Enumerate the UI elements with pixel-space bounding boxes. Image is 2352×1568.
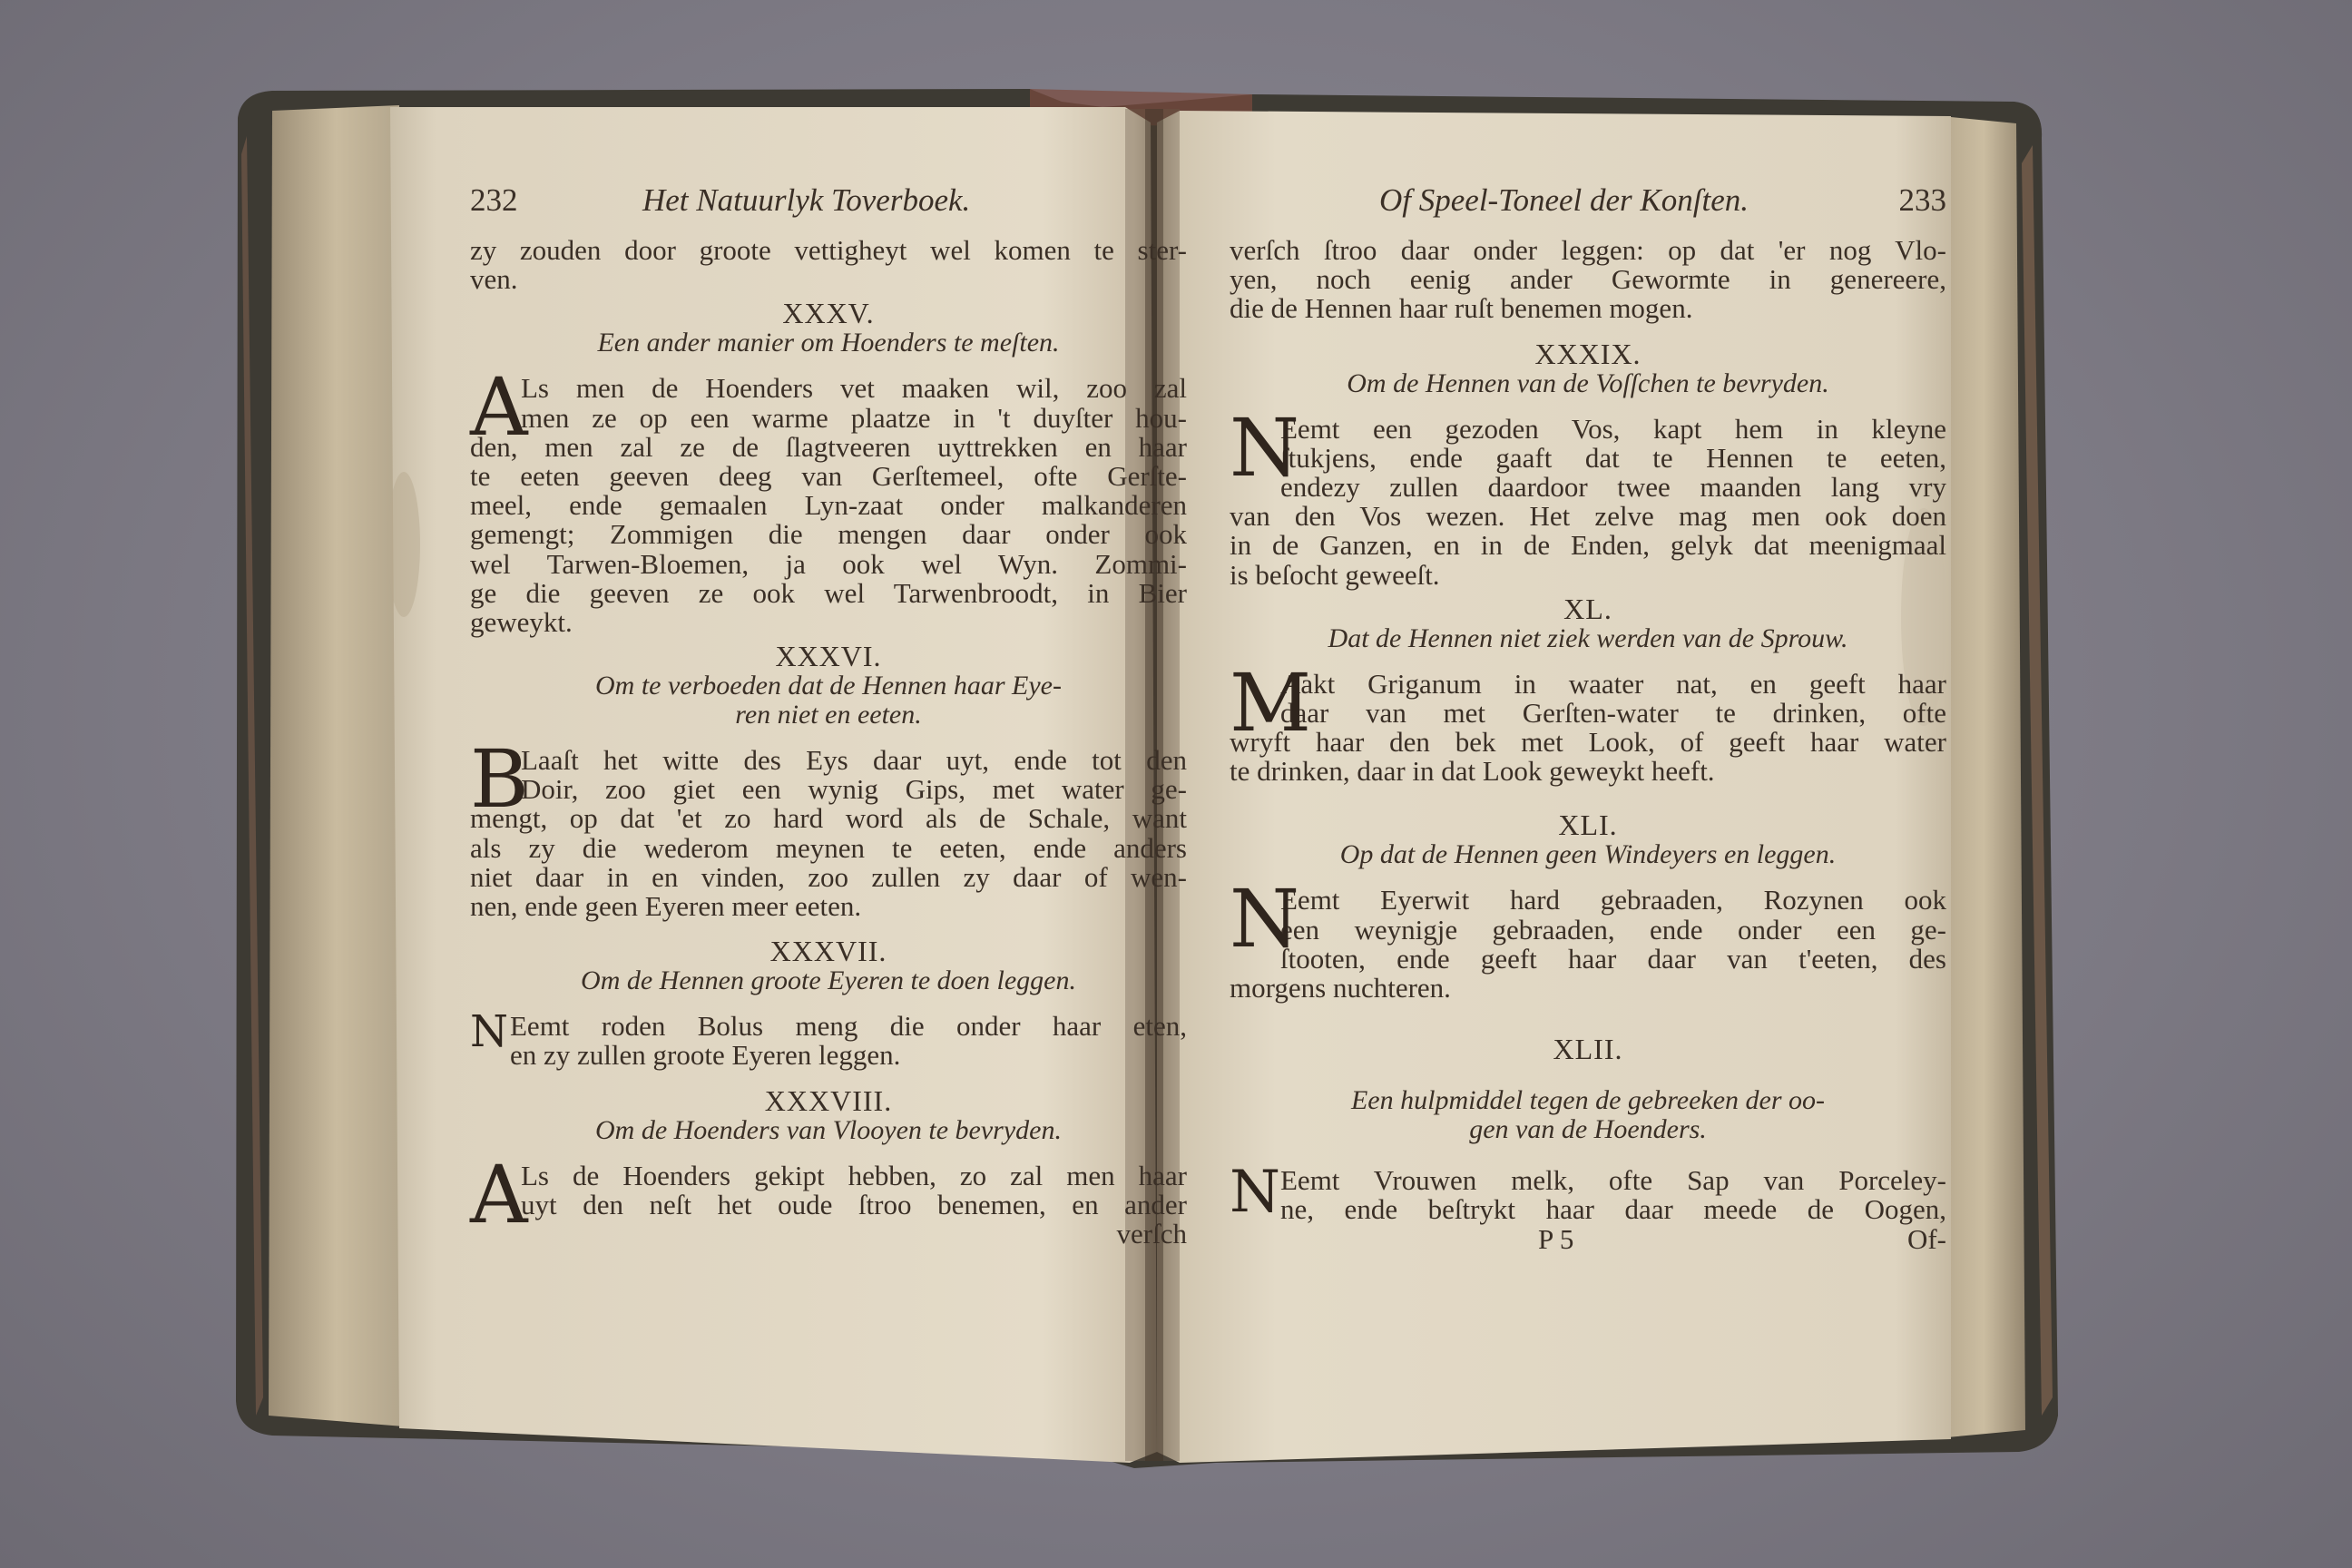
text-line: Doir, zoo giet een wynig Gips, met water ge- (521, 773, 1187, 806)
paragraph (470, 732, 1187, 922)
text-line: Aakt Griganum in waater nat, en geeft haar (1280, 667, 1946, 700)
text-line: ſtukjens, ende gaaft dat te Hennen te eeten, (1280, 441, 1946, 474)
text-line: Eemt Vrouwen melk, ofte Sap van Porceley- (1280, 1164, 1946, 1197)
text-line: mengt, op dat 'et zo hard word als de Schale, want (470, 802, 1187, 835)
text-line: ge die geeven ze ook wel Tarwenbroodt, in Bier (470, 576, 1187, 609)
catchword: Of- (1906, 1222, 1946, 1255)
text-line: daar van met Gerſten-water te drinken, ofte (1280, 696, 1946, 729)
text-line: uyt den neſt het oude ſtroo benemen, en ander (521, 1188, 1187, 1220)
text-line: zy zouden door groote vettigheyt wel komen te ster- (470, 234, 1187, 266)
section-title: Een hulpmiddel tegen de gebreeken der oo- (1350, 1085, 1826, 1116)
section-title: ren niet en eeten. (735, 700, 922, 730)
drop-cap: N (1230, 872, 1299, 966)
right-page-edges (1942, 116, 2025, 1437)
section-title: Om de Hoenders van Vlooyen te bevryden. (595, 1114, 1062, 1145)
text-line: geweykt. (470, 605, 573, 638)
running-title: Het Natuurlyk Toverboek. (642, 182, 971, 218)
signature-mark: P 5 (1538, 1222, 1574, 1255)
page-number: 233 (1898, 182, 1946, 218)
text-line: in de Ganzen, en in de Enden, gelyk dat meenigmaal (1230, 529, 1946, 562)
paragraph (470, 1006, 1187, 1072)
text-line: yen, noch eenig ander Gewormte in genereere, (1230, 263, 1946, 296)
section-title: Dat de Hennen niet ziek werden van de Sprouw. (1328, 622, 1848, 653)
text-line: wryft haar den bek met Look, of geeft haar water (1230, 726, 1946, 759)
page-number: 232 (470, 182, 518, 218)
drop-cap: N (1230, 400, 1299, 495)
text-line: morgens nuchteren. (1230, 972, 1451, 1004)
text-line: te drinken, daar in dat Look geweykt heeft. (1230, 755, 1715, 788)
section-heading: XXXV. (782, 297, 875, 330)
section-title: gen van de Hoenders. (1469, 1114, 1707, 1145)
paragraph (1230, 872, 1946, 1004)
text-line: Eemt Eyerwit hard gebraaden, Rozynen ook (1280, 884, 1946, 916)
text-line: en zy zullen groote Eyeren leggen. (510, 1039, 901, 1072)
section-heading: XLI. (1558, 808, 1618, 842)
text-line: gemengt; Zommigen die mengen daar onder ook (470, 518, 1187, 551)
section-heading: XL. (1563, 592, 1612, 625)
right-text (1230, 236, 1946, 1254)
section-heading: XXXVII. (769, 935, 887, 968)
right-running-head (1230, 182, 1946, 230)
section-title: Om te verboeden dat de Hennen haar Eye- (595, 671, 1062, 701)
drop-cap: N (1230, 1159, 1280, 1227)
text-line: is beſocht geweeſt. (1230, 558, 1440, 591)
text-line: Laaſt het witte des Eys daar uyt, ende tot den (521, 744, 1187, 777)
section-heading: XXXIX. (1534, 337, 1642, 370)
text-line: van den Vos wezen. Het zelve mag men ook doen (1230, 500, 1946, 533)
drop-cap: A (470, 1147, 528, 1241)
drop-cap: A (470, 360, 528, 455)
text-line: ſtooten, ende geeft haar daar van t'eeten, des (1280, 942, 1946, 975)
drop-cap: N (470, 1006, 508, 1058)
text-line: nen, ende geen Eyeren meer eeten. (470, 890, 862, 922)
section-title: Om de Hennen groote Eyeren te doen leggen. (581, 965, 1076, 996)
left-running-head (470, 182, 1187, 230)
text-line: die de Hennen haar ruſt benemen mogen. (1230, 292, 1693, 325)
drop-cap: M (1230, 655, 1312, 750)
text-line: Ls de Hoenders gekipt hebben, zo zal men haar (521, 1159, 1187, 1191)
section-heading: XLII. (1553, 1033, 1623, 1066)
text-line: als zy die wederom meynen te eeten, ende anders (470, 831, 1187, 864)
text-line: endezy zullen daardoor twee maanden lang vry (1280, 470, 1946, 503)
text-line: ne, ende beſtrykt haar daar meede de Oogen, (1280, 1193, 1946, 1226)
text-line: ven. (470, 263, 518, 296)
text-line: verſch ſtroo daar onder leggen: op dat 'er nog Vlo- (1230, 234, 1946, 266)
running-title: Of Speel-Toneel der Konſten. (1379, 182, 1749, 218)
paragraph (1230, 655, 1946, 788)
text-line: den, men zal ze de ſlagtveeren uyttrekken en haar (470, 430, 1187, 463)
text-line: Ls men de Hoenders vet maaken wil, zoo zal (521, 372, 1187, 405)
text-line: Eemt een gezoden Vos, kapt hem in kleyne (1280, 412, 1946, 445)
drop-cap: B (470, 732, 529, 827)
paragraph (1230, 400, 1946, 591)
catchword: verſch (1116, 1217, 1187, 1250)
text-line: meel, ende gemaalen Lyn-zaat onder malkanderen (470, 489, 1187, 522)
text-line: niet daar in en vinden, zoo zullen zy daar of wen- (470, 860, 1187, 893)
section-title: Om de Hennen van de Voſſchen te bevryden. (1347, 368, 1829, 398)
section-title: Een ander manier om Hoenders te meſten. (597, 328, 1060, 358)
section-heading: XXXVI. (775, 640, 882, 673)
text-line: te eeten geeven deeg van Gerſtemeel, ofte Gerſte- (470, 459, 1187, 492)
paragraph (470, 360, 1187, 638)
paragraph (1230, 1159, 1946, 1255)
text-line: Eemt roden Bolus meng die onder haar eten, (510, 1010, 1187, 1043)
text-line: men ze op een warme plaatze in 't duyſter hou- (521, 401, 1187, 434)
text-line: wel Tarwen-Bloemen, ja ook wel Wyn. Zommi- (470, 547, 1187, 580)
paragraph (470, 1147, 1187, 1250)
section-title: Op dat de Hennen geen Windeyers en leggen. (1339, 839, 1837, 870)
section-heading: XXXVIII. (764, 1083, 893, 1117)
text-line: een weynigje gebraaden, ende onder een ge- (1280, 913, 1946, 946)
left-page-edges (269, 105, 404, 1426)
left-text (470, 236, 1187, 1249)
